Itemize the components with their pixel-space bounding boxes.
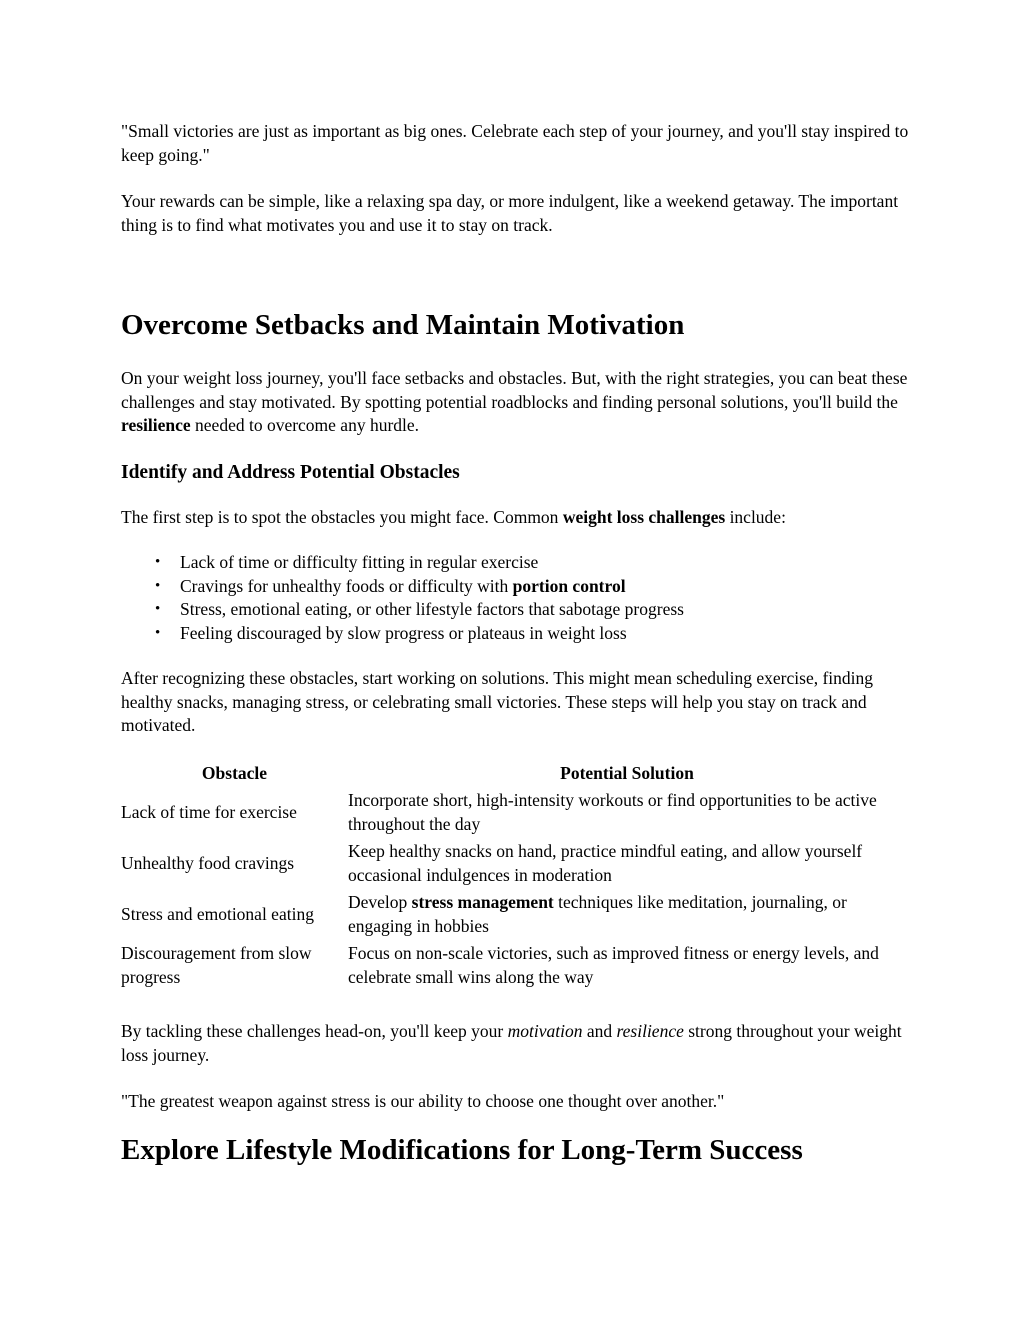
setbacks-intro-text-2: needed to overcome any hurdle.: [190, 415, 420, 435]
solution-text-2: techniques like meditation, journaling, or engaging in hobbies: [348, 892, 847, 936]
table-cell-solution: [348, 891, 906, 942]
list-item-text: Cravings for unhealthy foods or difficulty with: [180, 575, 513, 596]
table-row: [121, 942, 906, 993]
table-cell-solution: [348, 840, 906, 891]
table-cell-obstacle: Unhealthy food cravings: [121, 852, 295, 873]
tackling-italic-motivation: motivation: [507, 1021, 583, 1041]
setbacks-intro-bold: resilience: [121, 415, 191, 435]
table-row: [121, 891, 906, 942]
table-row: [121, 789, 906, 840]
table-header-obstacle: Obstacle: [201, 762, 268, 783]
after-recognizing-paragraph: After recognizing these obstacles, start working on solutions. This might mean scheduling exercise, finding healthy snacks, managing stress, or celebrating small victories. These steps will help you stay on track and motivated.: [121, 668, 874, 735]
setbacks-intro-paragraph: [121, 367, 911, 438]
list-item: [180, 622, 911, 646]
table-cell-obstacle: Discouragement from slow progress: [121, 943, 312, 987]
list-item-text: Feeling discouraged by slow progress or plateaus in weight loss: [180, 622, 627, 643]
first-step-text-1: The first step is to spot the obstacles you might face. Common: [121, 506, 563, 527]
first-step-bold: weight loss challenges: [562, 506, 726, 527]
solution-text-1: Focus on non-scale victories, such as improved fitness or energy levels, and celebrate small wins along the way: [348, 943, 879, 987]
tackling-paragraph: [121, 1020, 911, 1067]
first-step-paragraph: [121, 506, 911, 530]
list-item-bold: portion control: [512, 575, 626, 596]
quote-small-victories: "Small victories are just as important as big ones. Celebrate each step of your journey, and you'll stay inspired to keep going.": [121, 121, 909, 165]
table-row: [121, 840, 906, 891]
quote-stress: "The greatest weapon against stress is our ability to choose one thought over another.": [121, 1091, 725, 1111]
table-header-solution: Potential Solution: [560, 762, 694, 783]
heading-explore-lifestyle: Explore Lifestyle Modifications for Long-Term Success: [121, 1133, 803, 1166]
heading-overcome-setbacks: Overcome Setbacks and Maintain Motivation: [121, 309, 685, 341]
heading-identify-obstacles: Identify and Address Potential Obstacles: [121, 461, 460, 483]
first-step-text-2: include:: [725, 506, 786, 527]
list-item: [180, 551, 911, 575]
tackling-italic-resilience: resilience: [616, 1021, 684, 1041]
setbacks-intro-text-1: On your weight loss journey, you'll face setbacks and obstacles. But, with the right strategies, you can beat these challenges and stay motivated. By spotting potential roadblocks and finding personal solutions, you'll build the: [121, 368, 908, 412]
tackling-text-3: strong throughout your weight loss journey.: [121, 1021, 902, 1065]
document-page: [121, 120, 911, 1168]
obstacle-solution-table: [121, 762, 906, 994]
tackling-text-1: By tackling these challenges head-on, you'll keep your: [121, 1021, 508, 1041]
table-cell-obstacle: Stress and emotional eating: [121, 903, 314, 924]
list-item-text: Stress, emotional eating, or other lifestyle factors that sabotage progress: [180, 599, 684, 619]
rewards-paragraph: Your rewards can be simple, like a relaxing spa day, or more indulgent, like a weekend getaway. The important thing is to find what motivates you and use it to stay on track.: [121, 191, 899, 235]
solution-text-1: Develop: [348, 892, 412, 912]
list-item: [180, 598, 911, 622]
list-item: [180, 575, 911, 599]
table-header-row: [121, 762, 906, 790]
table-cell-solution: [348, 789, 906, 840]
table-cell-solution: [348, 942, 906, 993]
solution-text-1: Incorporate short, high-intensity workouts or find opportunities to be active throughout the day: [348, 790, 877, 834]
solution-text-1: Keep healthy snacks on hand, practice mindful eating, and allow yourself occasional indulgences in moderation: [348, 841, 863, 885]
obstacles-list: [121, 551, 911, 645]
table-cell-obstacle: Lack of time for exercise: [121, 801, 297, 822]
solution-bold: stress management: [411, 892, 554, 912]
tackling-text-2: and: [582, 1021, 617, 1041]
list-item-text: Lack of time or difficulty fitting in regular exercise: [180, 552, 539, 572]
